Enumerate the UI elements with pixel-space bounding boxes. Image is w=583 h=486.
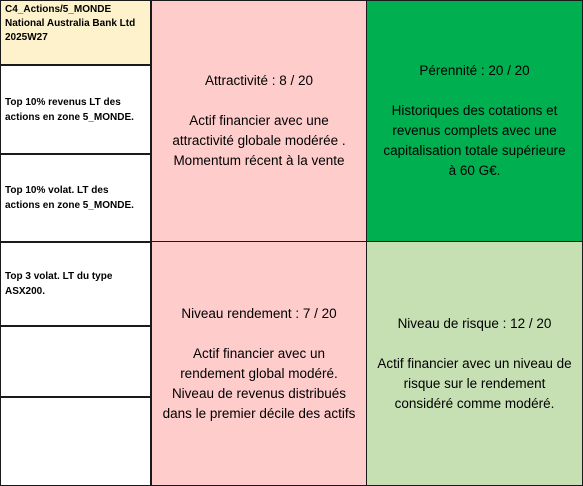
asset-category: C4_Actions/5_MONDE — [5, 4, 112, 15]
attractivite-card — [151, 0, 367, 242]
rendement-card — [151, 241, 367, 486]
label-top3-volat-text: Top 3 volat. LT du type ASX200. — [5, 271, 113, 297]
attractivite-title: Attractivité : 8 / 20 — [204, 73, 314, 88]
rendement-description: Actif financier avec un rendement global modéré. Niveau de revenus distribués dans le premier décile des actifs — [162, 345, 356, 421]
asset-header — [0, 0, 151, 65]
label-top-volat — [0, 154, 151, 242]
label-empty-1 — [0, 326, 151, 397]
asset-week: 2025W27 — [5, 32, 48, 43]
label-top-volat-text: Top 10% volat. LT des actions en zone 5_MONDE. — [5, 185, 134, 211]
rendement-title: Niveau rendement : 7 / 20 — [181, 305, 337, 321]
label-top3-volat — [0, 242, 151, 326]
asset-name: National Australia Bank Ltd — [5, 18, 136, 29]
label-top-revenus-text: Top 10% revenus LT des actions en zone 5_MONDE. — [5, 96, 134, 123]
perennite-title: Pérennité : 20 / 20 — [419, 63, 530, 78]
perennite-card — [366, 0, 583, 242]
risque-title: Niveau de risque : 12 / 20 — [397, 315, 552, 331]
perennite-description: Historiques des cotations et revenus complets avec une capitalisation totale supérieure à 60 G€. — [383, 103, 566, 178]
risque-card — [366, 241, 583, 486]
label-empty-2 — [0, 397, 151, 486]
attractivite-description: Actif financier avec une attractivité globale modérée . Momentum récent à la vente — [172, 113, 346, 168]
risque-description: Actif financier avec un niveau de risque sur le rendement considéré comme modéré. — [377, 355, 572, 411]
label-top-revenus — [0, 65, 151, 154]
